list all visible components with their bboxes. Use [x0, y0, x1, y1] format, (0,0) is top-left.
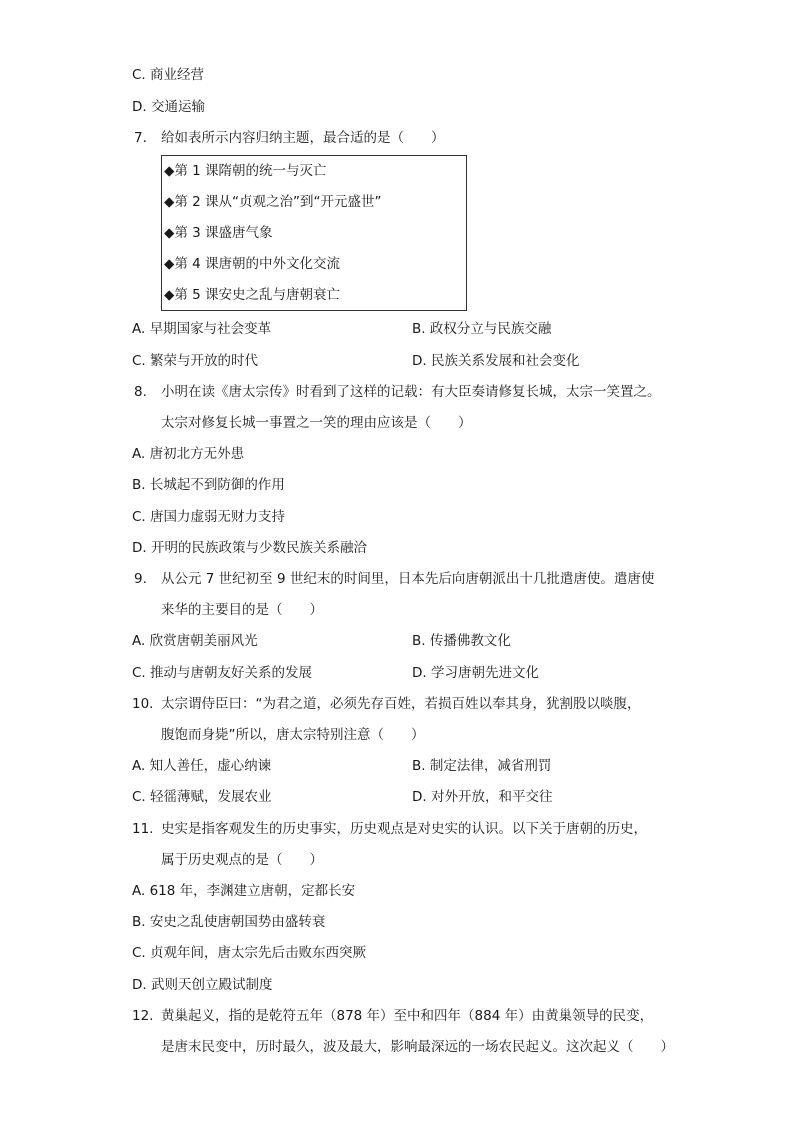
q7-table-row-4: ◆第 4 课唐朝的中外文化交流	[164, 256, 341, 272]
q6-option-c: C. 商业经营	[132, 67, 205, 83]
q11-option-c: C. 贞观年间，唐太宗先后击败东西突厥	[132, 945, 367, 961]
q7-table-row-1: ◆第 1 课隋朝的统一与灭亡	[164, 163, 327, 179]
q10-option-a: A. 知人善任，虚心纳谏	[132, 758, 272, 774]
q11-option-a: A. 618 年，李渊建立唐朝，定都长安	[132, 883, 356, 899]
q7-topic-table	[161, 155, 467, 311]
q9-option-b: B. 传播佛教文化	[412, 633, 511, 649]
q7-option-c: C. 繁荣与开放的时代	[132, 353, 259, 369]
q7-number: 7.	[134, 130, 147, 146]
q11-option-b: B. 安史之乱使唐朝国势由盛转衰	[132, 914, 326, 930]
q9-option-c: C. 推动与唐朝友好关系的发展	[132, 665, 313, 681]
q11-number: 11.	[132, 821, 154, 837]
q11-option-d: D. 武则天创立殿试制度	[132, 977, 273, 993]
q7-table-row-2: ◆第 2 课从“贞观之治”到“开元盛世”	[164, 194, 382, 210]
q8-number: 8.	[134, 384, 147, 400]
q11-stem-line-2: 属于历史观点的是（ ）	[161, 852, 323, 868]
q7-stem: 给如表所示内容归纳主题，最合适的是（ ）	[161, 130, 445, 146]
q10-option-c: C. 轻徭薄赋，发展农业	[132, 789, 272, 805]
q8-stem-line-2: 太宗对修复长城一事置之一笑的理由应该是（ ）	[161, 415, 472, 431]
q8-option-b: B. 长城起不到防御的作用	[132, 477, 285, 493]
q12-number: 12.	[132, 1008, 154, 1024]
q8-option-d: D. 开明的民族政策与少数民族关系融洽	[132, 540, 367, 556]
q11-stem-line-1: 史实是指客观发生的历史事实，历史观点是对史实的认识。以下关于唐朝的历史，	[161, 821, 647, 837]
q8-option-c: C. 唐国力虚弱无财力支持	[132, 509, 286, 525]
q6-option-d: D. 交通运输	[132, 99, 205, 115]
q10-option-b: B. 制定法律，减省刑罚	[412, 758, 552, 774]
q9-option-d: D. 学习唐朝先进文化	[412, 665, 539, 681]
q8-stem-line-1: 小明在读《唐太宗传》时看到了这样的记载：有大臣奏请修复长城，太宗一笑置之。	[161, 384, 661, 400]
q10-stem-line-1: 太宗谓侍臣曰：“为君之道，必须先存百姓，若损百姓以奉其身，犹割股以啖腹，	[161, 696, 641, 712]
q12-stem-line-2: 是唐末民变中，历时最久，波及最大，影响最深远的一场农民起义。这次起义（ ）	[161, 1039, 674, 1055]
q10-option-d: D. 对外开放，和平交往	[412, 789, 553, 805]
q9-option-a: A. 欣赏唐朝美丽风光	[132, 633, 258, 649]
q7-table-row-3: ◆第 3 课盛唐气象	[164, 225, 273, 241]
q9-stem-line-1: 从公元 7 世纪初至 9 世纪末的时间里，日本先后向唐朝派出十几批遣唐使。遣唐使	[161, 571, 655, 587]
q7-option-b: B. 政权分立与民族交融	[412, 321, 552, 337]
q7-option-d: D. 民族关系发展和社会变化	[412, 353, 580, 369]
q9-stem-line-2: 来华的主要目的是（ ）	[161, 602, 323, 618]
q8-option-a: A. 唐初北方无外患	[132, 446, 245, 462]
q7-option-a: A. 早期国家与社会变革	[132, 321, 272, 337]
q10-number: 10.	[132, 696, 154, 712]
q7-table-row-5: ◆第 5 课安史之乱与唐朝衰亡	[164, 287, 341, 303]
q9-number: 9.	[134, 571, 147, 587]
q10-stem-line-2: 腹饱而身毙”所以，唐太宗特别注意（ ）	[161, 727, 425, 743]
q12-stem-line-1: 黄巢起义，指的是乾符五年（878 年）至中和四年（884 年）由黄巢领导的民变，	[161, 1008, 654, 1024]
